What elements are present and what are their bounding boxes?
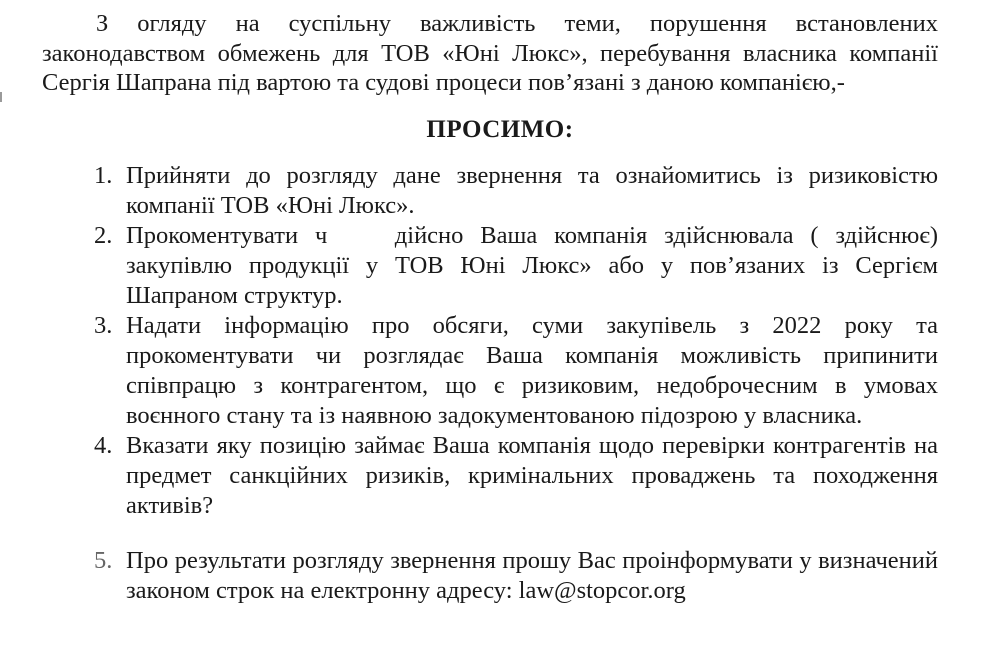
item-text: Про результати розгляду звернення прошу Вас проінформувати у визначений законом строк на електронну адресу: law@stopcor.org [126, 547, 938, 604]
list-item [0, 161, 1000, 221]
intro-paragraph [42, 9, 938, 98]
request-list [0, 161, 1000, 606]
request-heading: ПРОСИМО: [426, 116, 574, 143]
item-text: Вказати яку позицію займає Ваша компанія щодо перевірки контрагентів на предмет санкційних ризиків, кримінальних проваджень та походження активів? [126, 432, 938, 519]
list-item [0, 431, 1000, 521]
scan-mark [0, 92, 2, 102]
item-number: 2. [94, 222, 113, 249]
list-item [0, 221, 1000, 311]
item-number: 5. [94, 547, 113, 574]
item-number: 1. [94, 162, 113, 189]
intro-text: З огляду на суспільну важливість теми, порушення встановлених законодавством обмежень для ТОВ «Юні Люкс», перебування власника компанії Сергія Шапрана під вартою та судові процеси пов’язані з даною компанією,- [42, 10, 938, 96]
list-item [0, 311, 1000, 431]
item-number: 3. [94, 312, 113, 339]
item-text: Надати інформацію про обсяги, суми закупівель з 2022 року та прокоментувати чи розглядає Ваша компанія можливість припинити співпрацю з контрагентом, що є ризиковим, недоброчесним в умовах воєнного стану та із наявною задокументованою підозрою у власника. [126, 312, 938, 429]
item-text: Прийняти до розгляду дане звернення та ознайомитись із ризиковістю компанії ТОВ «Юні Люкс». [126, 162, 938, 219]
item-number: 4. [94, 432, 113, 459]
list-item [0, 546, 1000, 606]
item-text: Прокоментувати ч дійсно Ваша компанія здійснювала ( здійснює) закупівлю продукції у ТОВ Юні Люкс» або у пов’язаних із Сергієм Шапраном структур. [126, 222, 945, 309]
